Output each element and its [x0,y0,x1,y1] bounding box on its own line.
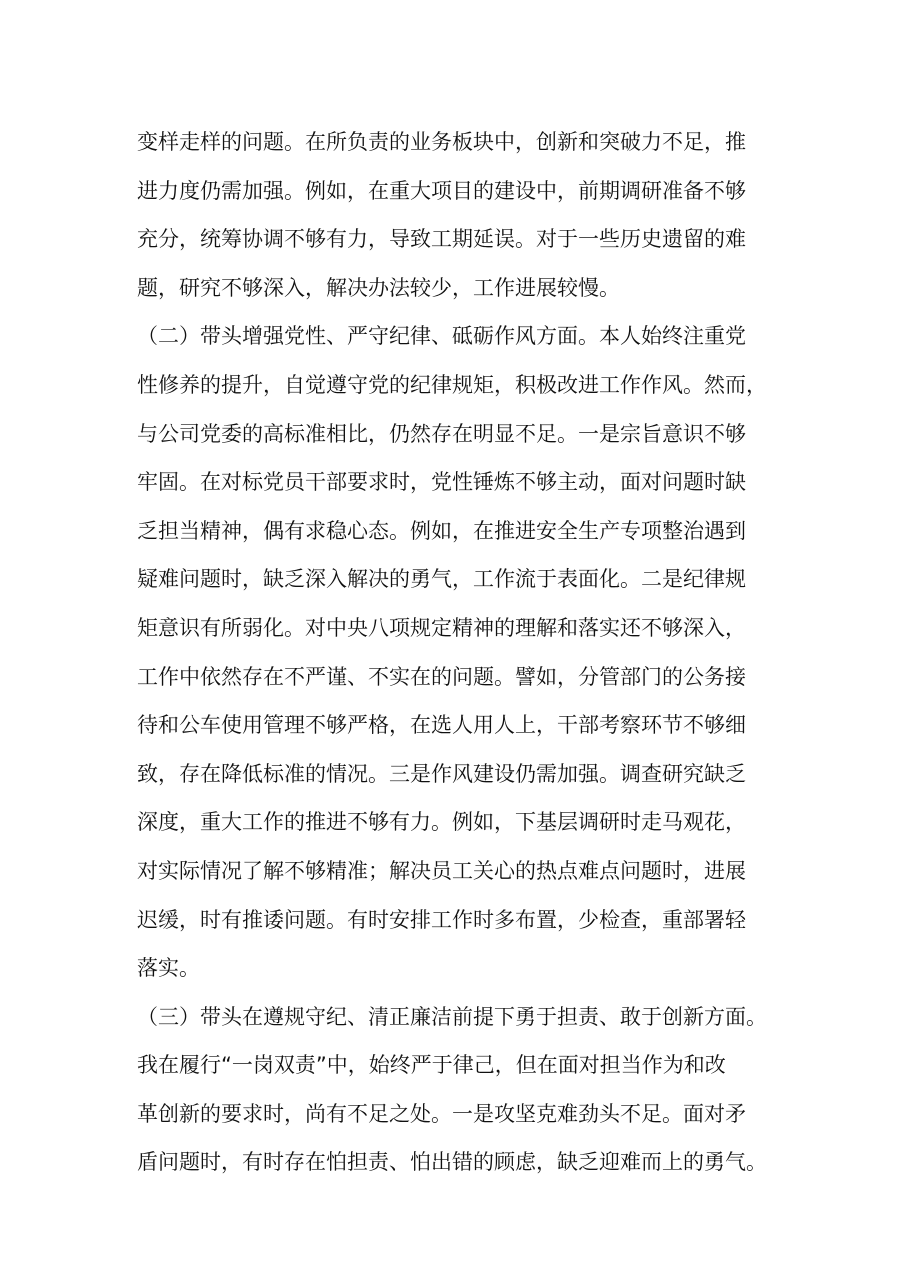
text-line: 我在履行“一岗双责”中，始终严于律己，但在面对担当作为和改 [137,1053,726,1078]
text-line: 与公司党委的高标准相比，仍然存在明显不足。一是宗旨意识不够 [137,421,746,446]
text-line: 待和公车使用管理不够严格，在选人用人上，干部考察环节不够细 [137,713,746,738]
text-line: 乏担当精神，偶有求稳心态。例如，在推进安全生产专项整治遇到 [137,518,746,543]
text-line: 性修养的提升，自觉遵守党的纪律规矩，积极改进工作作风。然而， [137,372,767,397]
text-line: 落实。 [137,956,200,981]
text-line: 致，存在降低标准的情况。三是作风建设仍需加强。调查研究缺乏 [137,761,746,786]
document-body [137,118,797,1187]
text-line: 迟缓，时有推诿问题。有时安排工作时多布置，少检查，重部署轻 [137,907,746,932]
text-line: 进力度仍需加强。例如，在重大项目的建设中，前期调研准备不够 [137,178,746,203]
text-line: 牢固。在对标党员干部要求时，党性锤炼不够主动，面对问题时缺 [137,470,746,495]
text-line: 工作中依然存在不严谨、不实在的问题。譬如，分管部门的公务接 [137,664,746,689]
text-line: 革创新的要求时，尚有不足之处。一是攻坚克难劲头不足。面对矛 [137,1101,746,1126]
text-line: 对实际情况了解不够精准；解决员工关心的热点难点问题时，进展 [137,858,746,883]
section-heading-line: （二）带头增强党性、严守纪律、砥砺作风方面。本人始终注重党 [137,324,746,349]
text-line: 题，研究不够深入，解决办法较少，工作进展较慢。 [137,275,620,300]
text-line: 疑难问题时，缺乏深入解决的勇气，工作流于表面化。二是纪律规 [137,567,746,592]
section-heading-line: （三）带头在遵规守纪、清正廉洁前提下勇于担责、敢于创新方面。 [137,1004,767,1029]
text-line: 充分，统筹协调不够有力，导致工期延误。对于一些历史遗留的难 [137,227,746,252]
text-line: 盾问题时，有时存在怕担责、怕出错的顾虑，缺乏迎难而上的勇气。 [137,1150,767,1175]
text-line: 变样走样的问题。在所负责的业务板块中，创新和突破力不足，推 [137,130,746,154]
text-line: 矩意识有所弱化。对中央八项规定精神的理解和落实还不够深入， [137,615,746,640]
text-line: 深度，重大工作的推进不够有力。例如，下基层调研时走马观花， [137,810,746,835]
